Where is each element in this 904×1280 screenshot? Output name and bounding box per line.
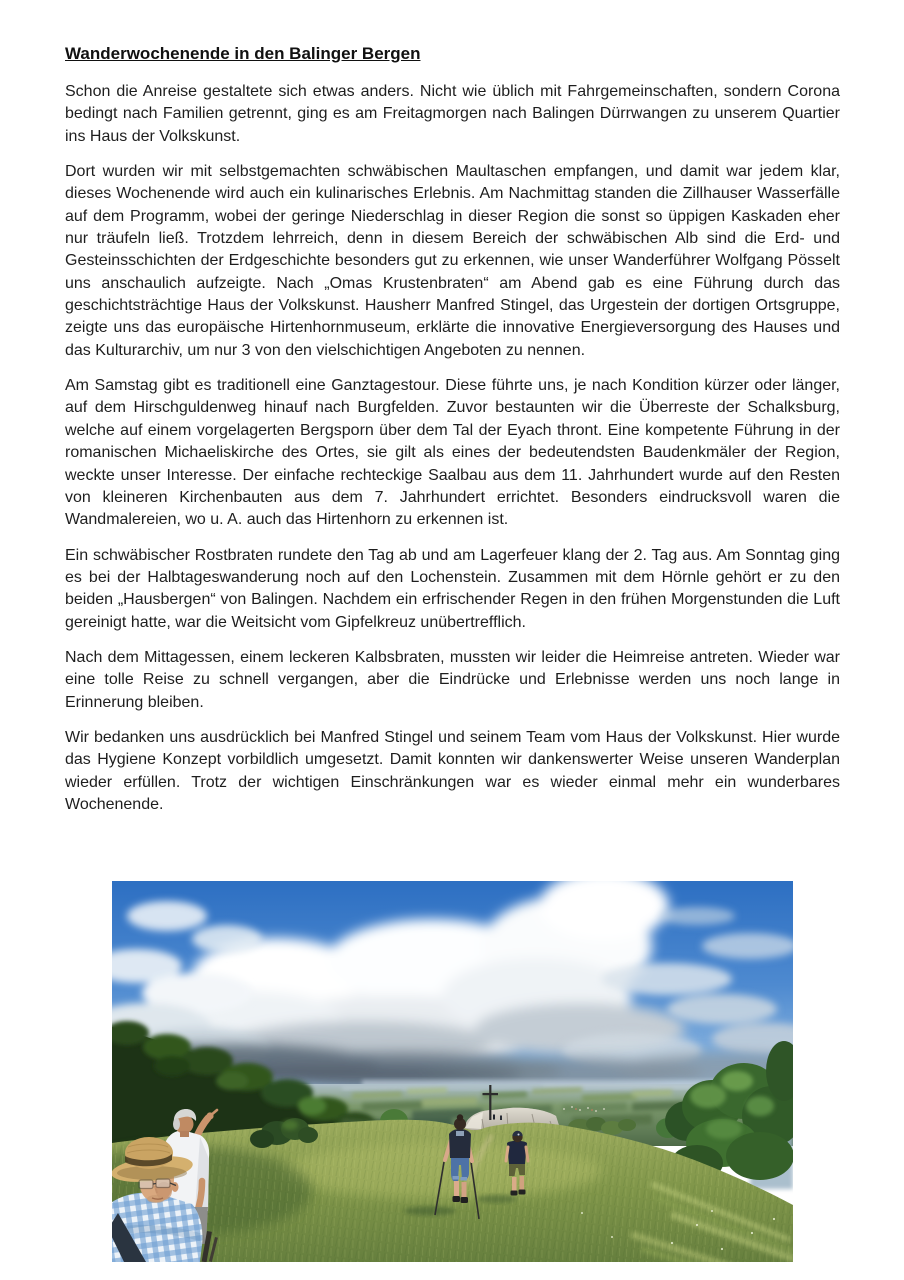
page-title: Wanderwochenende in den Balinger Bergen bbox=[65, 44, 421, 63]
paragraph-dank: Wir bedanken uns ausdrücklich bei Manfred Stingel und seinem Team vom Haus der Volkskunst. Hier wurde das Hygiene Konzept vorbildlich umgesetzt. Damit konnten wir dankenswerter Weise unseren Wanderplan wieder erfüllen. Trotz der wichtigen Einschränkungen war es wieder einmal mehr ein wunderbares Wochenende. bbox=[65, 728, 840, 813]
document-content bbox=[65, 44, 840, 829]
paragraph-heimreise: Nach dem Mittagessen, einem leckeren Kalbsbraten, mussten wir leider die Heimreise antreten. Wieder war eine tolle Reise zu schnell vergangen, aber die Eindrücke und Erlebnisse werden uns noch lange in Erinnerung bleiben. bbox=[65, 648, 840, 711]
paragraph-anreise: Schon die Anreise gestaltete sich etwas anders. Nicht wie üblich mit Fahrgemeinschaften, sondern Corona bedingt nach Familien getrennt, ging es am Freitagmorgen nach Balingen Dürrwangen zu unserem Quartier ins Haus der Volkskunst. bbox=[65, 83, 840, 145]
paragraph-sonntag: Ein schwäbischer Rostbraten rundete den Tag ab und am Lagerfeuer klang der 2. Tag aus. Am Sonntag ging es bei der Halbtageswanderung noch auf den Lochenstein. Zusammen mit dem Hörnle gehört er zu den beiden „Hausbergen“ von Balingen. Nachdem ein erfrischender Regen in den frühen Morgenstunden die Luft gereinigt hatte, war die Weitsicht vom Gipfelkreuz unübertrefflich. bbox=[65, 546, 840, 631]
paragraph-samstag: Am Samstag gibt es traditionell eine Ganztagestour. Diese führte uns, je nach Kondition kürzer oder länger, auf dem Hirschguldenweg hinauf nach Burgfelden. Zuvor bestaunten wir die Überreste der Schalksburg, welche auf einem vorgelagerten Bergsporn über dem Tal der Eyach thront. Eine kompetente Führung in der romanischen Michaeliskirche des Ortes, sie gilt als eines der bedeutendsten Baudenkmäler der Region, weckte unser Interesse. Der einfache rechteckige Saalbau aus dem 11. Jahrhundert wurde auf den Resten von kleineren Kirchenbauten aus dem 7. Jahrhundert errichtet. Besonders eindrucksvoll waren die Wandmalereien, wo u. A. auch das Hirtenhorn zu erkennen ist. bbox=[65, 377, 840, 529]
paragraph-freitag: Dort wurden wir mit selbstgemachten schwäbischen Maultaschen empfangen, und damit war jedem klar, dieses Wochenende wird auch ein kulinarisches Erlebnis. Am Nachmittag standen die Zillhauser Wasserfälle auf dem Programm, wobei der geringe Niederschlag in dieser Region die sonst so üppigen Kaskaden eher nur träufeln ließ. Trotzdem lehrreich, denn in diesem Bereich der schwäbischen Alb sind die Erd- und Gesteinsschichten der Erdgeschichte besonders gut zu erkennen, wie unser Wanderführer Wolfgang Pösselt uns anschaulich aufzeigte. Nach „Omas Krustenbraten“ am Abend gab es eine Führung durch das geschichtsträchtige Haus der Volkskunst. Hausherr Manfred Stingel, das Urgestein der dortigen Ortsgruppe, zeigte uns das europäische Hirtenhornmuseum, erklärte die innovative Energieversorgung des Hauses und das Kulturarchiv, um nur 3 von den vielschichtigen Angeboten zu nennen. bbox=[65, 163, 840, 359]
hiking-photo bbox=[112, 881, 793, 1262]
hiking-photo-graphic bbox=[112, 881, 793, 1262]
